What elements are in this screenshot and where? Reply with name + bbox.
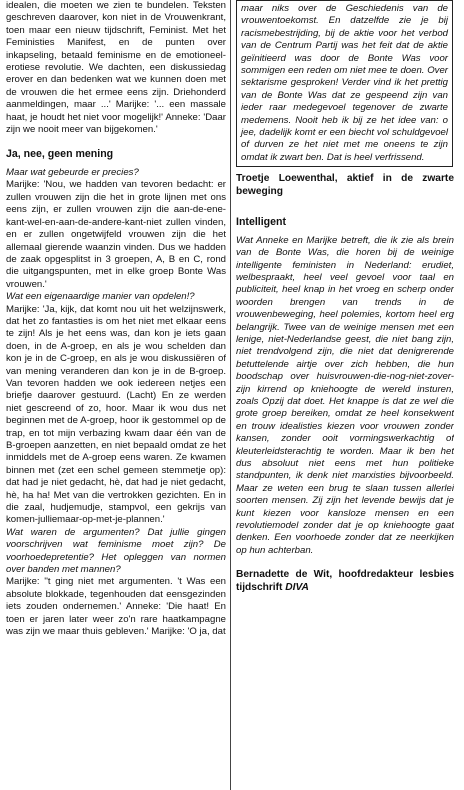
boxed-quote: maar niks over de Geschiedenis van de vrouwentoekomst. En datzelfde zie je bij racismebestrijding, bij de aktie voor het verbod van de Centrum Partij was het feit dat de aktie geïnitieerd was door de Bonte Was voor sommigen een reden om niet mee te doen. Over sektarisme gesproken! Verder vind ik het prettig van de Bonte Was dat ze gespeend zijn van ieder raar medegevoel tegenover de zwarte medemens. Nooit heb ik bij ze het idee van: o jee, dadelijk komt er een biecht vol schuldgevoel of durven ze het niet met me oneens te zijn omdat ik zwart ben. Dat is heel verfrissend. <box>241 3 448 163</box>
question-2: Wat een eigenaardige manier van opdelen!? <box>6 291 195 303</box>
question-1: Maar wat gebeurde er precies? <box>6 167 139 179</box>
byline-loewenthal: Troetje Loewenthal, aktief in de zwarte beweging <box>236 173 454 197</box>
byline-magazine: DIVA <box>285 581 309 593</box>
intelligent-heading: Intelligent <box>236 216 287 229</box>
left-column <box>6 0 226 639</box>
column-divider <box>230 0 231 790</box>
answer-1: Marijke: 'Nou, we hadden van tevoren bedacht: er zullen vrouwen zijn die het in grote lijnen met ons eens zijn, er zullen vrouwen zijn die aan-de-ene-kant-wel-en-aan-de-andere-kant-niet zullen vinden, en er zullen ongetwijfeld vrouwen zijn die het allemaal gierende waanzin vinden. Dus we hadden de zaak opgesplitst in 3 groepen, A, B en C, rond die uitgangspunten, met in elke groep Bonte Was vrouwen.' <box>6 179 226 290</box>
question-3: Wat waren de argumenten? Dat jullie gingen voorschrijven wat feminisme moet zijn? De voorhoedepretentie? Het opleggen van normen over banden met mannen? <box>6 526 226 576</box>
byline-de-wit <box>236 569 454 594</box>
intro-paragraph: idealen, die moeten we zien te bundelen. Teksten geschreven daarover, kon niet in de Vrouwenkrant, toen maar een nieuw tijdschrift, Feminist. Met het Feministies Manifest, en de punten over inkapseling, betaald feminisme en de emotioneel-erotiese revolutie. We dachten, een diskussiedag erover en dan bedenken wat we kunnen doen met de vrouwen die het ermee eens zijn. Driehonderd aanmeldingen, maar ...' Marijke: '... een massale haat, je houdt het niet voor mogelijk!' Anneke: 'Daar zijn we nooit meer van bijgekomen.' <box>6 0 226 136</box>
section-heading: Ja, nee, geen mening <box>6 148 114 161</box>
byline-de-wit-name: Bernadette de Wit, hoofdredakteur lesbies tijdschrift <box>236 569 454 593</box>
quote-box <box>236 0 453 167</box>
answer-3: Marijke: ''t ging niet met argumenten. 't Was een absolute blokkade, tegenhouden dat eensgezinden iets zouden ondernemen.' Anneke: 'Die haat! En toen er jaren later weer zo'n rare haatkampagne was zijn we maar thuis gebleven.' Marijke: 'O ja, dat <box>6 576 226 638</box>
answer-2: Marijke: 'Ja, kijk, dat komt nou uit het welzijnswerk, dat het zo fantasties is om het niet met elkaar eens te zijn! Als je het eens was, dan kon je iets gaan doen, in de A-groep, en als je wou schelden dan kon je in de C-groep, en als je wou diskussiëren of van mening veranderen dan kon je in de B-groep. Van tevoren hadden we ook iedereen netjes een briefje daarover gestuurd. (Lacht) En ze werden niet gescreend of zo, hoor. Maar ik wou dus net beginnen met de A-groep, hoor ik gestommel op de trap, en tot mijn verbazing kwam daar één van de B-groepen aanzetten, en niet bepaald omdat ze het inmiddels met de A-groep eens waren. Ze kwamen binnen met (zet een schel gemeen stemmetje op): dat had je niet gedacht, hè, dat had je niet gedacht, hè, ha ha! Met van die vertrokken gezichten. En in die zaal, hudjemudje, stampvol, een gekrijs van komen-julliemaar-op-met-je-plannen.' <box>6 303 226 526</box>
intelligent-quote: Wat Anneke en Marijke betreft, die ik zie als brein van de Bonte Was, die horen bij de weinige intelligente feministen in Nederland: erudiet, welbespraakt, heel veel gevoel voor taal en publiciteit, heel knap in het vroeg en scherp onder woorden brengen van trends in de vrouwenbeweging, heel polemies, kortom heel erg belangrijk. Twee van de weinige mensen met een lenige, niet-Nederlandse geest, die niet bang zijn, niet trendvolgend zijn, die niet dat denigrerende betuttelende airtje over zich hebben, die hun boodschap over huisvrouwen-die-nog-niet-zover-zijn kirrend op kniehoogte de wereld insturen, zoals Opzij dat doet. Het knappe is dat ze wel die grote groep bereiken, omdat ze heel konsekwent en trouw idealisties kiezen voor vrouwen zonder kansen, zonder ooit vormingswerkachtig of kleuterleidsterachtig te worden. Maar ik ben het dus absoluut niet eens met hun politieke standpunten, ik denk niet marxisties bijvoorbeeld. Maar ze weten een brug te slaan tussen allerlei soorten mensen. Zij zijn het levende bewijs dat je kunt kiezen voor kansloze mensen en een revolutiemodel zonder dat je op kniehoogte gaat denken. Een voorhoede zonder dat ze neerkijken op hun achterban. <box>236 234 454 556</box>
right-column <box>236 0 454 594</box>
